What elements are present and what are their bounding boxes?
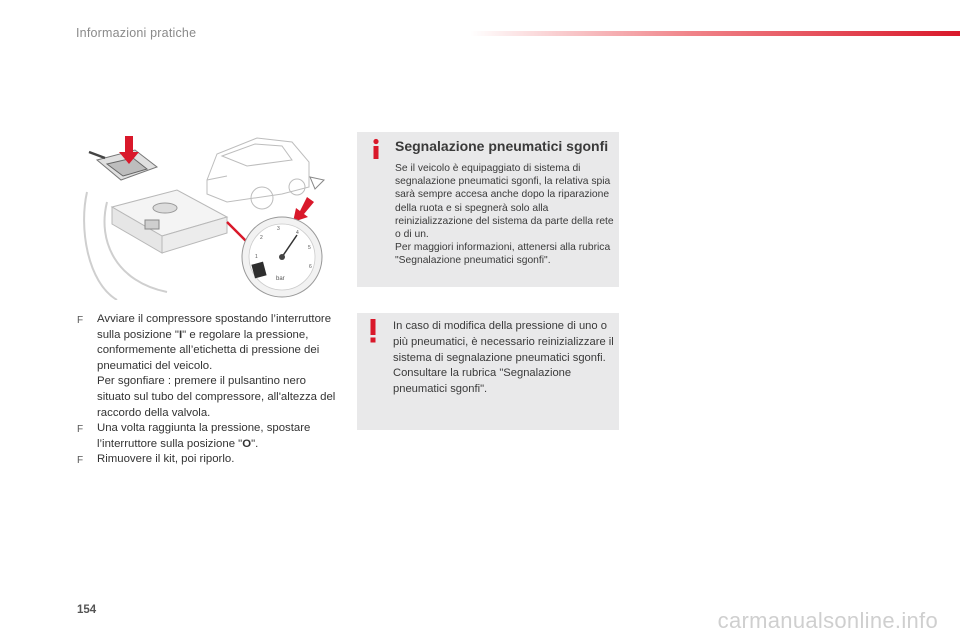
step-text: " e regolare la pressione, conformemente all’etichetta di pressione dei pneumatici del veicolo. <box>97 328 320 372</box>
bullet-icon: F <box>77 424 84 436</box>
info-box-title: Segnalazione pneumatici sgonfi <box>395 138 609 154</box>
info-box-more: Per maggiori informazioni, attenersi alla rubrica "Segnalazione pneumatici sgonfi". <box>395 242 611 267</box>
info-box <box>357 132 619 287</box>
info-icon <box>369 138 383 160</box>
gauge-tick: 5 <box>308 245 311 251</box>
page-number: 154 <box>77 604 97 616</box>
warning-box <box>357 313 619 430</box>
step-text: Rimuovere il kit, poi riporlo. <box>97 453 235 466</box>
gauge-tick: 6 <box>309 264 312 270</box>
step-item <box>77 452 339 469</box>
step-extra-text: Per sgonfiare : premere il pulsantino nero situato sul tubo del compressore, all'altezza del raccordo della valvola. <box>97 375 336 419</box>
gauge-tick: 3 <box>277 226 280 232</box>
step-text: Avviare il compressore spostando l’interruttore sulla posizione " <box>97 313 332 341</box>
section-title: Informazioni pratiche <box>76 26 197 40</box>
warning-box-body: In caso di modifica della pressione di uno o più pneumatici, è necessario reinizializzare il sistema di segnalazione pneumatici sgonfi. <box>393 320 614 364</box>
gauge-tick: 4 <box>296 230 299 236</box>
bullet-icon: F <box>77 455 84 467</box>
header-accent-bar <box>470 31 960 36</box>
compressor-illustration <box>77 132 332 300</box>
gauge-tick: 1 <box>255 254 258 260</box>
switch-position: O <box>242 437 252 450</box>
gauge-tick: 2 <box>260 235 263 241</box>
car-illustration <box>207 138 309 209</box>
warning-box-more: Consultare la rubrica "Segnalazione pneumatici sgonfi". <box>393 367 572 396</box>
switch-position: I <box>178 328 183 341</box>
step-item <box>77 421 339 452</box>
exclamation-icon <box>368 319 378 343</box>
instruction-steps <box>77 312 339 469</box>
step-item <box>77 312 339 421</box>
step-text: Una volta raggiunta la pressione, spostare l’interruttore sulla posizione " <box>97 422 311 450</box>
pressure-gauge <box>242 217 322 297</box>
bullet-icon: F <box>77 315 84 326</box>
watermark: carmanualsonline.info <box>717 608 938 633</box>
step-text: ". <box>251 437 259 450</box>
compressor-body <box>112 190 227 253</box>
info-box-body: Se il veicolo è equipaggiato di sistema di segnalazione pneumatici sgonfi, la relativa spia sarà sempre accesa anche dopo la riparazione della ruota e si spegnerà solo alla reinizializzazione del sistema da parte della rete o di un. <box>395 163 614 241</box>
gauge-unit: bar <box>276 276 285 282</box>
